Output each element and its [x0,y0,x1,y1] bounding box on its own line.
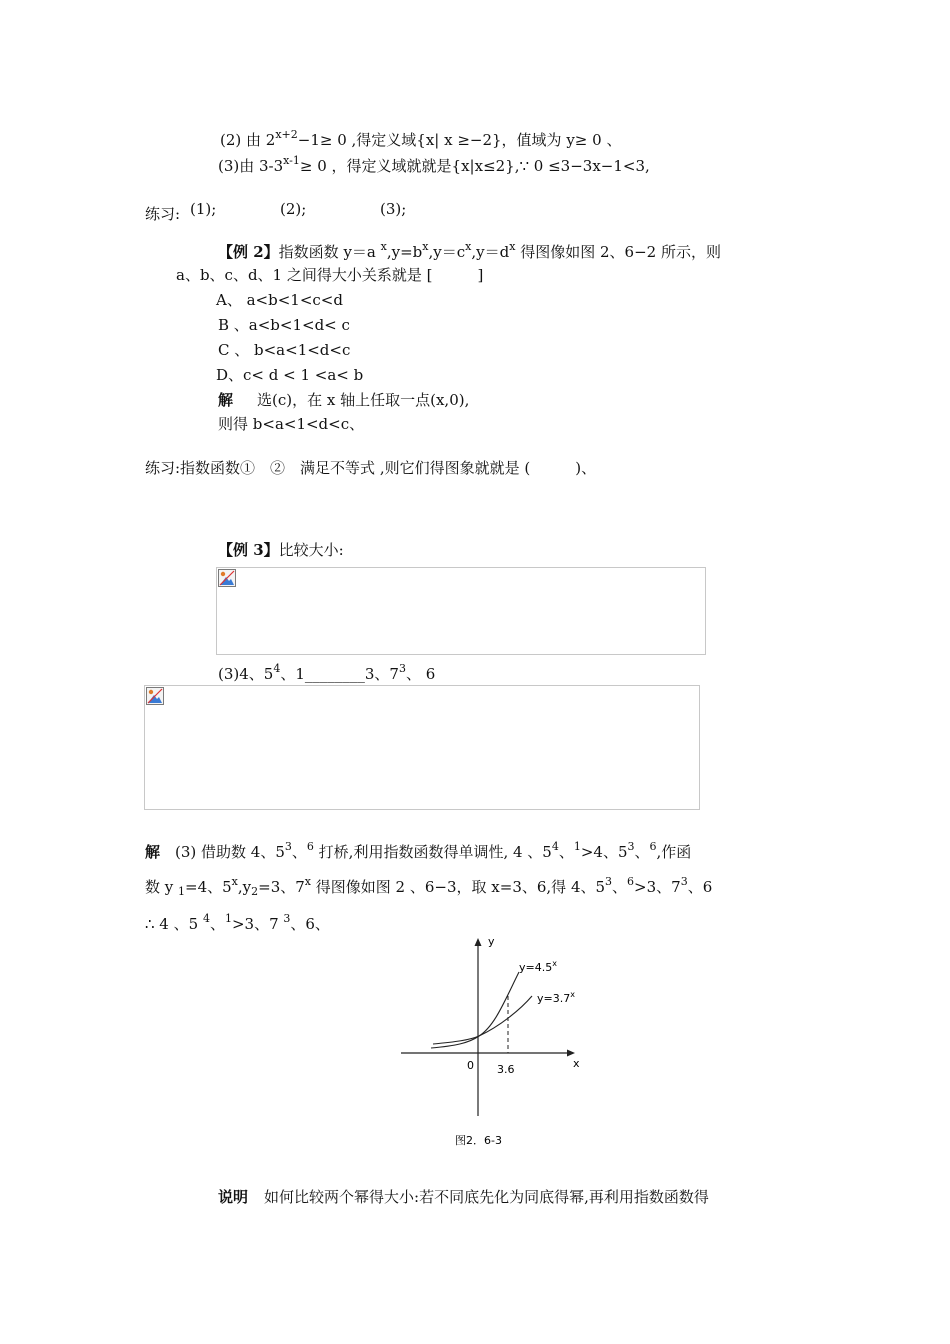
practice-1-label: 练习: [145,205,181,223]
example-2-stem: 【例 2】指数函数 y＝a $^x,y=b^x,y=c^x,y=d^x$ 得图像如图 2、6−2 所示，则 [218,240,721,261]
broken-image-icon [146,687,164,705]
practice-1-item-3: (3); [380,200,407,218]
solution-3-line-2: 数 y $_1$=4、$5^x,y_2=3$、7$^x$ 得图像如图 2 、6−3，取 x=3、6,得 4、$5^3$、$^6$>3、$7^3$、6 [145,875,713,898]
example-3-heading: 【例 3】比较大小: [218,541,344,559]
curve-2-label: $y=3.7^x$ [537,990,575,1005]
y-axis-arrow [475,938,482,946]
practice-1-item-1: (1); [190,200,217,218]
example-2-solution: 解 选(c)，在 x 轴上任取一点(x,0), [218,391,470,409]
solution-3-line-1: 解 (3) 借助数 4、$5^3$、$^6$ 打桥,利用指数函数得单调性, 4 、$5^4$、$^1$>4、$5^3$、$^6$,作函 [145,840,692,861]
y-axis-label: y [488,935,495,948]
practice-1-item-2: (2); [280,200,307,218]
example-2-solution-2: 则得 b<a<1<d<c、 [218,415,365,433]
broken-image-icon [218,569,236,587]
option-b: B 、a<b<1<d< c [218,316,350,334]
option-d: D、c< d < 1 <a< b [216,366,364,384]
option-c: C 、 b<a<1<d<c [218,341,351,359]
example-3-item-3: (3)4、$5^4$、1________3、$7^3$、 6 [218,662,436,683]
practice-2: 练习:指数函数① ② 满足不等式 ,则它们得图象就就是 ( )、 [145,459,597,477]
curve-1-label: $y=4.5^x$ [519,959,557,974]
tick-label-3-6: 3.6 [497,1063,515,1076]
x-axis-label: x [573,1057,580,1070]
x-axis-arrow [567,1050,575,1057]
line-3: (3)由 $3-3^{x-1}\ge 0$ ，得定义域就就是{x|x≤2},∵ 0 ≤3−3x−1<3, [218,154,650,175]
note-line: 说明 如何比较两个幂得大小:若不同底先化为同底得幂,再利用指数函数得 [218,1188,709,1206]
example-2-question: a、b、c、d、1 之间得大小关系就是 [ ] [176,266,484,284]
origin-label: 0 [467,1059,474,1072]
option-a: A、 a<b<1<c<d [216,291,343,309]
figure-caption: 图2．6-3 [455,1134,502,1147]
image-placeholder [144,685,700,810]
image-placeholder [216,567,706,655]
curve-4-5-x [431,972,519,1048]
figure-2-6-3 [395,930,595,1150]
solution-3-line-3: ∴ 4 、5 $^4$、$^1$>3、7 $^3$、6、 [145,912,330,933]
curve-3-7-x [433,996,532,1044]
line-2: (2) 由 $2^{x+2}-1\ge 0$ ,得定义域{x| x ≥−2}，值域为 y≥ 0 、 [220,128,622,149]
